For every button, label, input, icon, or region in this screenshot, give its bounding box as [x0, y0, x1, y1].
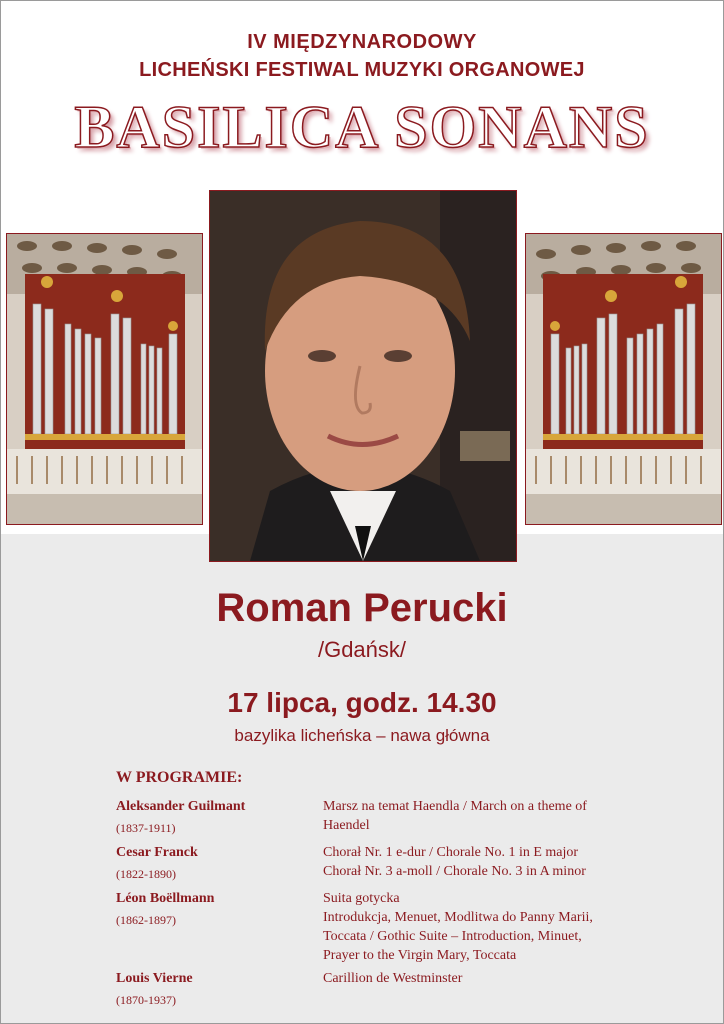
composer-years: (1822-1890)	[116, 867, 176, 881]
works	[323, 843, 636, 885]
organ-illustration-left	[7, 234, 202, 524]
composer-name: Léon Boëllmann	[116, 891, 215, 906]
program-list	[116, 797, 636, 1015]
program-item	[116, 797, 636, 839]
organ-photo-left	[6, 233, 203, 525]
work-line: Marsz na temat Haendla / March on a theme of	[323, 799, 587, 814]
composer-years: (1870-1937)	[116, 993, 176, 1007]
composer	[116, 969, 323, 1011]
work-line: Prayer to the Virgin Mary, Toccata	[323, 948, 517, 963]
portrait-illustration	[210, 191, 516, 561]
festival-title: BASILICA SONANS	[74, 94, 650, 160]
work-line: Suita gotycka	[323, 891, 400, 906]
work-line: Haendel	[323, 818, 370, 833]
program-item	[116, 889, 636, 965]
performer-name: Roman Perucki	[216, 586, 508, 630]
work-line: Chorał Nr. 1 e-dur / Chorale No. 1 in E major	[323, 845, 579, 860]
organ-photo-right	[525, 233, 722, 525]
concert-venue: bazylika licheńska – nawa główna	[234, 726, 490, 745]
work-line: Carillion de Westminster	[323, 971, 463, 986]
composer	[116, 889, 323, 965]
work-line: Introdukcja, Menuet, Modlitwa do Panny Marii,	[323, 910, 593, 925]
performer-city: /Gdańsk/	[317, 637, 407, 662]
works	[323, 889, 636, 965]
concert-date: 17 lipca, godz. 14.30	[227, 687, 497, 718]
performer-portrait	[209, 190, 517, 562]
work-line: Chorał Nr. 3 a-moll / Chorale No. 3 in A minor	[323, 864, 586, 879]
program-item	[116, 969, 636, 1011]
program-item	[116, 843, 636, 885]
composer-years: (1862-1897)	[116, 913, 176, 927]
composer-name: Cesar Franck	[116, 845, 198, 860]
work-line: Toccata / Gothic Suite – Introduction, Minuet,	[323, 929, 582, 944]
program-heading: W PROGRAMIE:	[116, 769, 243, 786]
works	[323, 797, 636, 839]
composer-name: Louis Vierne	[116, 971, 193, 986]
festival-name: LICHEŃSKI FESTIWAL MUZYKI ORGANOWEJ	[139, 59, 585, 81]
organ-illustration-right	[526, 234, 721, 524]
works	[323, 969, 636, 1011]
composer	[116, 797, 323, 839]
composer-years: (1837-1911)	[116, 821, 176, 835]
composer-name: Aleksander Guilmant	[116, 799, 246, 814]
composer	[116, 843, 323, 885]
festival-edition: IV MIĘDZYNARODOWY	[247, 31, 477, 53]
